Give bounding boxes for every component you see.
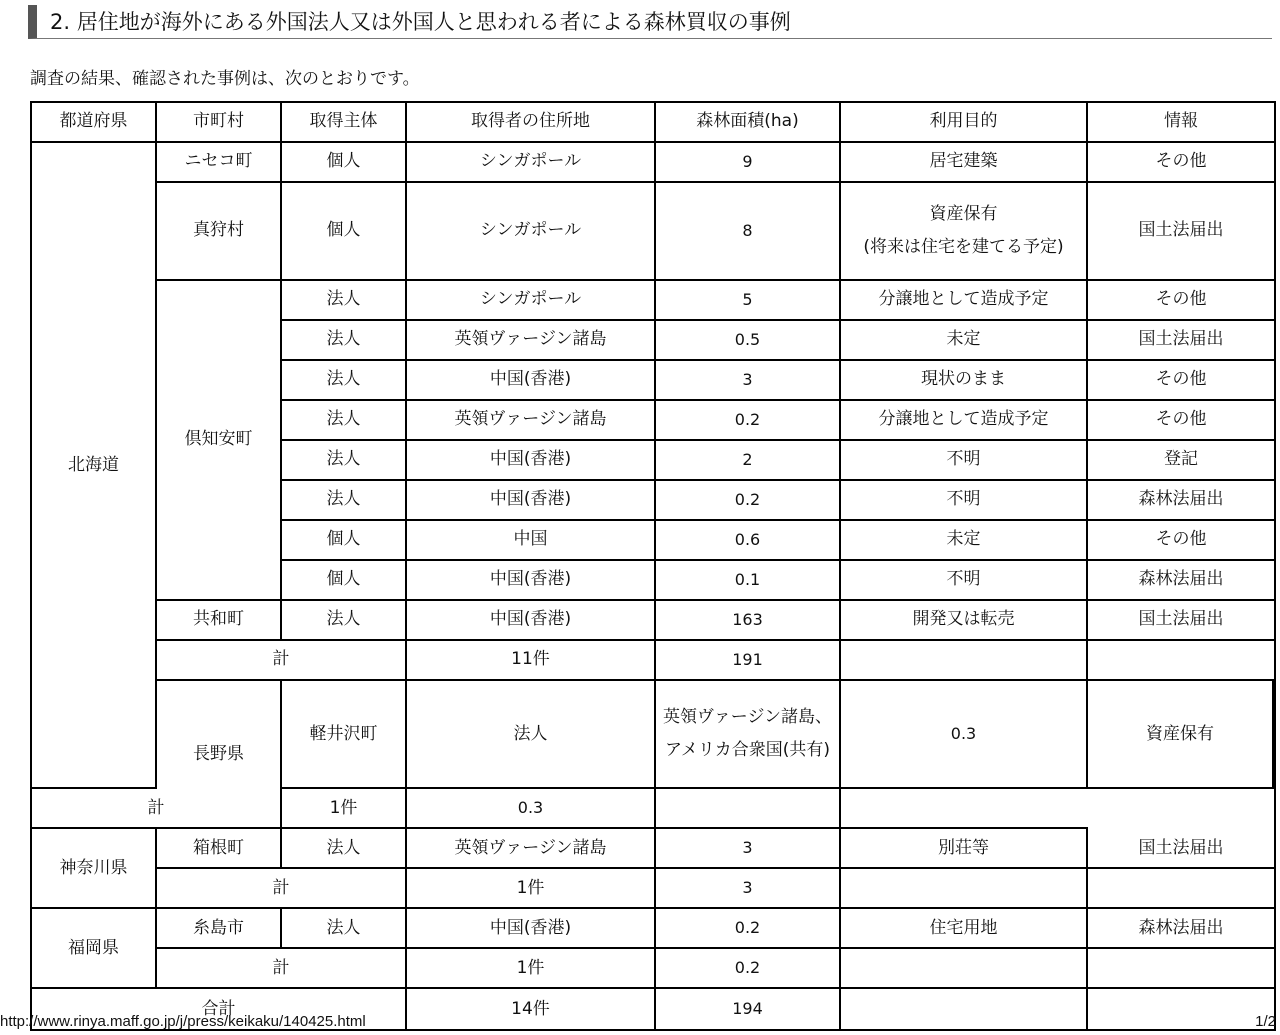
acquirer-type-cell: 法人 [282,281,407,321]
info-cell [1088,869,1274,909]
purpose-cell: 居宅建築 [841,143,1088,183]
purpose-cell: 未定 [841,521,1088,561]
forest-acquisition-table [30,101,1276,1031]
info-cell: 国土法届出 [1088,601,1274,641]
info-cell: その他 [1088,521,1274,561]
address-cell: 中国(香港) [407,361,656,401]
area-cell: 3 [656,829,841,869]
info-cell: 国土法届出 [1088,183,1274,281]
area-cell: 3 [656,361,841,401]
subtotal-row [32,949,1274,989]
info-cell: 森林法届出 [1088,909,1274,949]
info-cell: その他 [1088,281,1274,321]
area-cell: 0.2 [656,401,841,441]
purpose-cell [656,789,841,829]
acquirer-type-cell: 法人 [407,681,656,789]
table-row [32,183,1274,281]
header-prefecture: 都道府県 [32,103,157,143]
header-acquirer-type: 取得主体 [282,103,407,143]
address-cell: 中国(香港) [407,601,656,641]
purpose-line-1: 資産保有 [929,204,998,225]
purpose-cell: 現状のまま [841,361,1088,401]
subtotal-row [32,869,1274,909]
page-heading: 2. 居住地が海外にある外国法人又は外国人と思われる者による森林買収の事例 [28,5,1272,39]
info-cell: その他 [1088,401,1274,441]
subtotal-row [32,789,1274,829]
purpose-cell: 未定 [841,321,1088,361]
purpose-cell: 不明 [841,481,1088,521]
address-cell: 英領ヴァージン諸島 [407,321,656,361]
area-cell: 0.2 [656,481,841,521]
acquirer-type-cell: 法人 [282,909,407,949]
address-cell: 中国(香港) [407,909,656,949]
table-row [32,143,1274,183]
info-cell: その他 [1088,143,1274,183]
info-cell: その他 [1088,361,1274,401]
intro-text: 調査の結果、確認された事例は、次のとおりです。 [30,69,420,89]
address-line-1: 英領ヴァージン諸島、 [662,707,833,728]
table-row [32,281,1274,321]
grand-total-area: 194 [656,989,841,1029]
info-cell: 国土法届出 [1088,829,1274,869]
subtotal-label: 計 [157,869,407,909]
grand-total-count: 14件 [407,989,656,1029]
table-row [32,909,1274,949]
purpose-cell [841,989,1088,1029]
acquirer-type-cell: 個人 [282,183,407,281]
info-cell [1088,949,1274,989]
subtotal-count: 1件 [407,869,656,909]
purpose-cell: 分譲地として造成予定 [841,281,1088,321]
address-cell: 中国(香港) [407,561,656,601]
header-municipality: 市町村 [157,103,282,143]
address-cell: 中国(香港) [407,481,656,521]
purpose-cell: 不明 [841,441,1088,481]
acquirer-type-cell: 法人 [282,401,407,441]
footer-page-number: 1/2 [1255,1013,1276,1030]
address-cell: 英領ヴァージン諸島 [407,829,656,869]
info-cell: 登記 [1088,441,1274,481]
municipality-cell: 共和町 [157,601,282,641]
info-cell [1088,989,1274,1029]
subtotal-label: 計 [157,641,407,681]
area-cell: 0.5 [656,321,841,361]
acquirer-type-cell: 個人 [282,143,407,183]
subtotal-area: 0.3 [407,789,656,829]
acquirer-type-cell: 法人 [282,321,407,361]
subtotal-count: 11件 [407,641,656,681]
municipality-cell: 倶知安町 [157,281,282,601]
info-cell: 森林法届出 [1088,561,1274,601]
area-cell: 0.1 [656,561,841,601]
purpose-cell: 住宅用地 [841,909,1088,949]
header-information: 情報 [1088,103,1274,143]
table-header-row [32,103,1274,143]
municipality-cell: 真狩村 [157,183,282,281]
subtotal-label: 計 [157,949,407,989]
address-cell: 英領ヴァージン諸島 [407,401,656,441]
address-line-2: アメリカ合衆国(共有) [664,739,831,760]
subtotal-count: 1件 [282,789,407,829]
purpose-cell [841,949,1088,989]
address-cell: 中国(香港) [407,441,656,481]
table-row [32,601,1274,641]
header-purpose: 利用目的 [841,103,1088,143]
info-cell: 森林法届出 [1088,481,1274,521]
prefecture-cell: 長野県 [157,681,282,829]
acquirer-type-cell: 法人 [282,481,407,521]
subtotal-row [32,641,1274,681]
address-cell: 中国 [407,521,656,561]
table-row [32,829,1274,869]
prefecture-cell: 福岡県 [32,909,157,989]
purpose-cell [841,641,1088,681]
acquirer-type-cell: 個人 [282,521,407,561]
area-cell: 0.3 [841,681,1088,789]
acquirer-type-cell: 個人 [282,561,407,601]
purpose-cell: 別荘等 [841,829,1088,869]
footer-url: http://www.rinya.maff.go.jp/j/press/keikaku/140425.html [0,1013,366,1030]
subtotal-label: 計 [32,789,282,829]
address-cell [656,681,841,789]
header-acquirer-address: 取得者の住所地 [407,103,656,143]
header-forest-area: 森林面積(ha) [656,103,841,143]
municipality-cell: ニセコ町 [157,143,282,183]
purpose-cell [841,869,1088,909]
table-row [32,681,1274,789]
info-cell: 国土法届出 [1088,321,1274,361]
area-cell: 163 [656,601,841,641]
info-cell [841,789,1088,829]
purpose-cell: 不明 [841,561,1088,601]
subtotal-count: 1件 [407,949,656,989]
area-cell: 9 [656,143,841,183]
area-cell: 0.6 [656,521,841,561]
acquirer-type-cell: 法人 [282,361,407,401]
area-cell: 5 [656,281,841,321]
purpose-cell: 資産保有 [1088,681,1274,789]
subtotal-area: 0.2 [656,949,841,989]
area-cell: 2 [656,441,841,481]
purpose-cell [841,183,1088,281]
prefecture-cell: 北海道 [32,143,157,789]
municipality-cell: 箱根町 [157,829,282,869]
acquirer-type-cell: 法人 [282,601,407,641]
area-cell: 0.2 [656,909,841,949]
address-cell: シンガポール [407,143,656,183]
subtotal-area: 191 [656,641,841,681]
purpose-cell: 分譲地として造成予定 [841,401,1088,441]
municipality-cell: 糸島市 [157,909,282,949]
acquirer-type-cell: 法人 [282,829,407,869]
grand-total-label: 合計 [32,989,407,1029]
area-cell: 8 [656,183,841,281]
purpose-cell: 開発又は転売 [841,601,1088,641]
info-cell [1088,641,1274,681]
acquirer-type-cell: 法人 [282,441,407,481]
address-cell: シンガポール [407,281,656,321]
purpose-line-2: (将来は住宅を建てる予定) [863,236,1064,257]
subtotal-area: 3 [656,869,841,909]
prefecture-cell: 神奈川県 [32,829,157,909]
municipality-cell: 軽井沢町 [282,681,407,789]
address-cell: シンガポール [407,183,656,281]
